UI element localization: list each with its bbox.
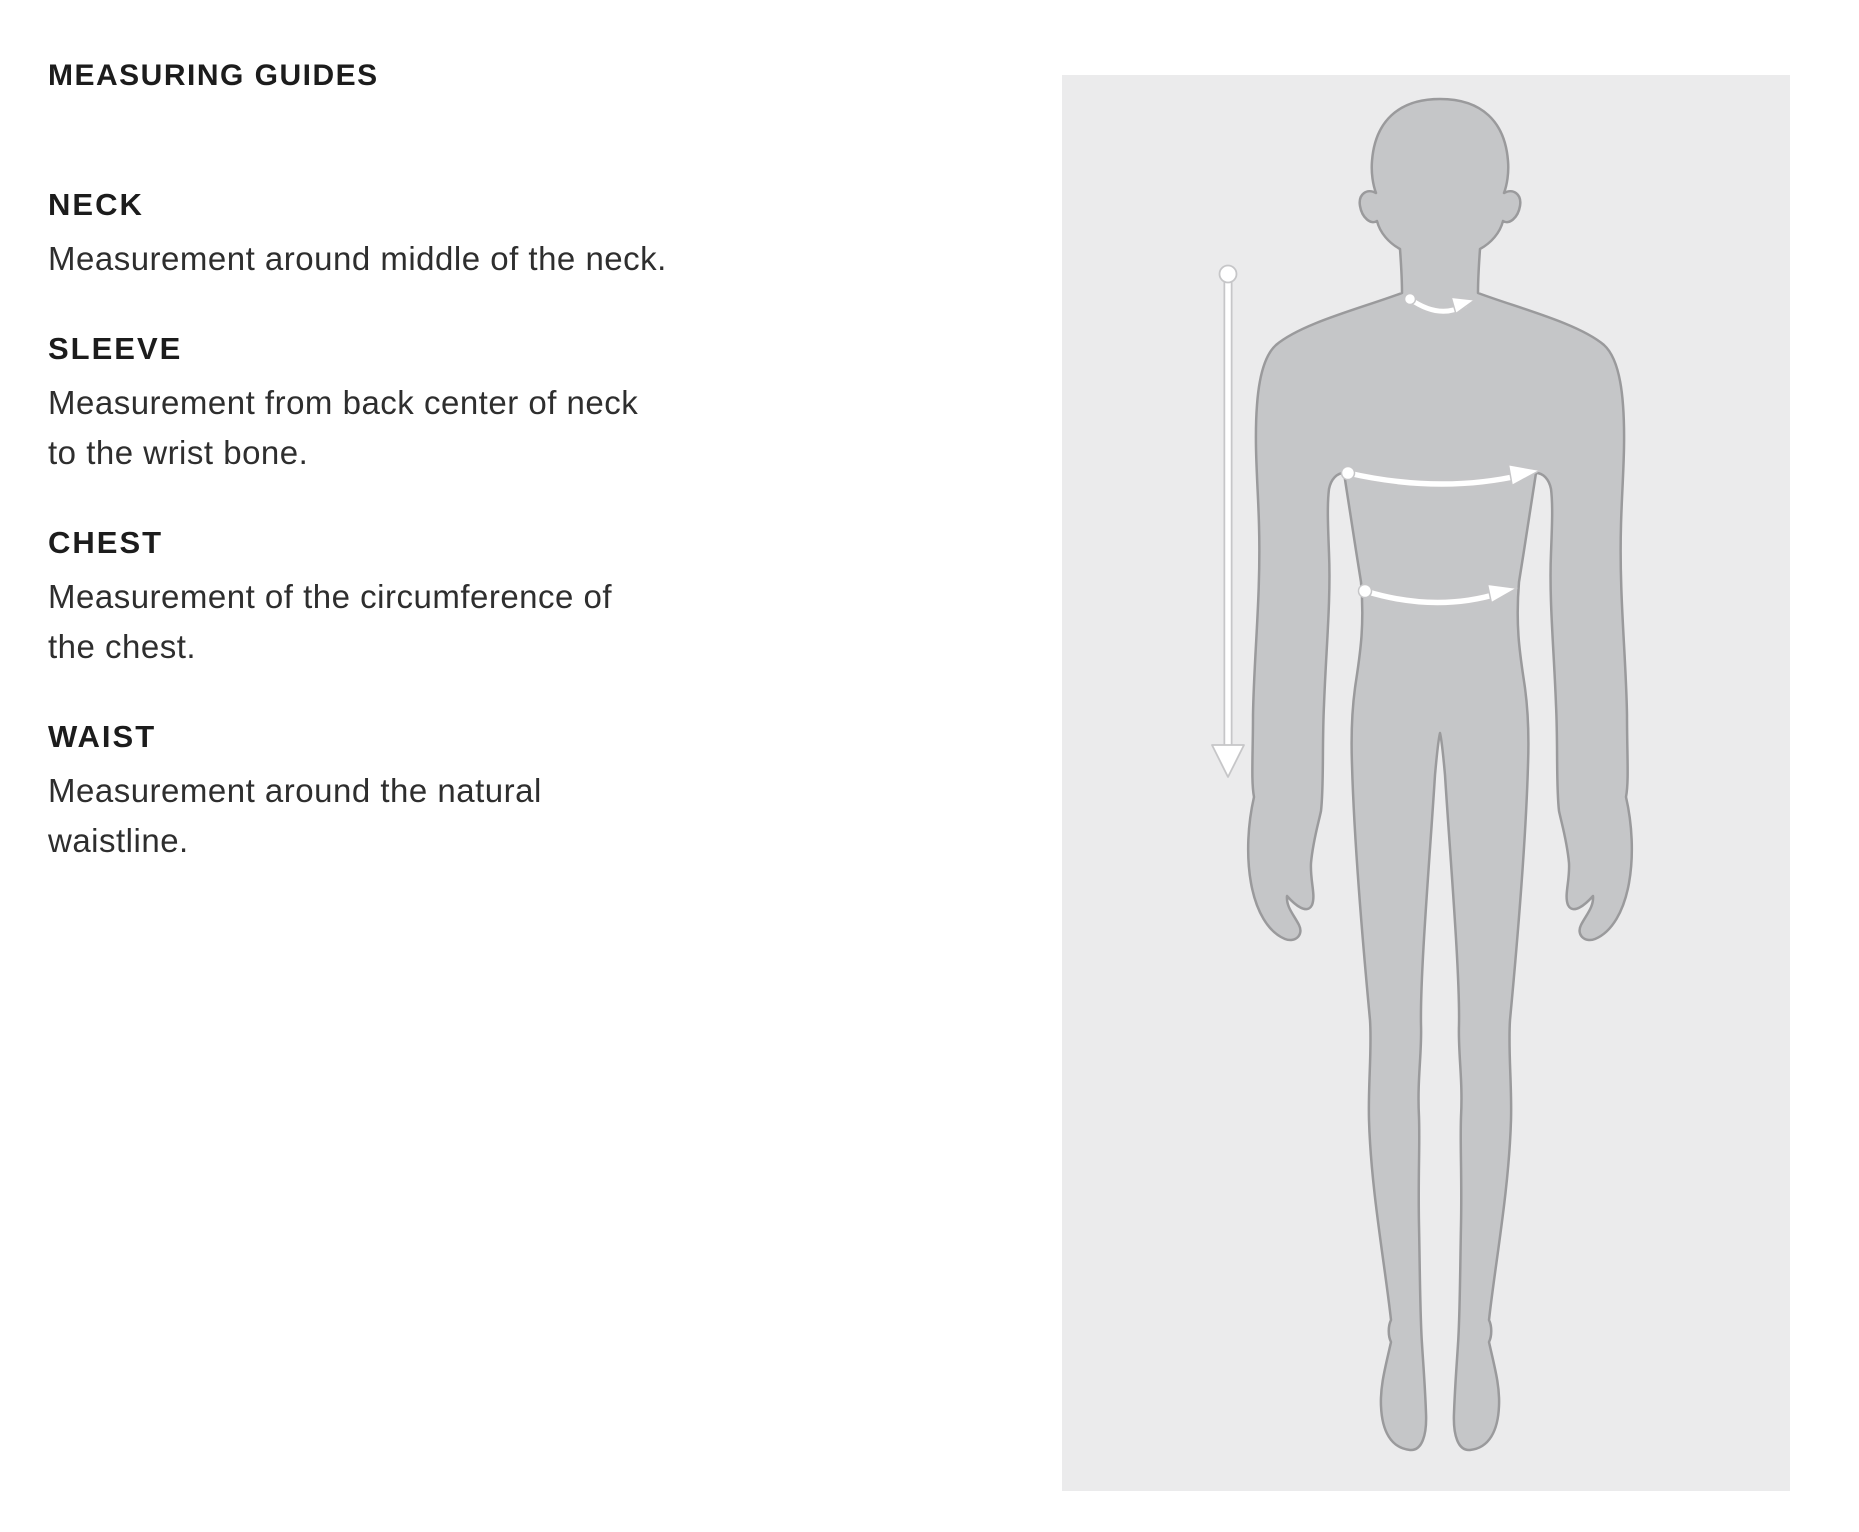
description-line: Measurement around middle of the neck.	[48, 240, 667, 277]
section-heading-chest: CHEST	[48, 525, 164, 560]
section-chest	[48, 524, 878, 672]
section-sleeve	[48, 330, 878, 478]
description-line: to the wrist bone.	[48, 434, 309, 471]
description-line: the chest.	[48, 628, 197, 665]
section-neck	[48, 186, 878, 284]
section-heading-sleeve: SLEEVE	[48, 331, 183, 366]
description-line: Measurement of the circumference of	[48, 578, 613, 615]
body-silhouette-svg	[1062, 75, 1790, 1491]
section-heading-neck: NECK	[48, 187, 144, 222]
section-heading-waist: WAIST	[48, 719, 157, 754]
section-waist	[48, 718, 878, 866]
section-description-chest	[48, 572, 878, 672]
description-line: waistline.	[48, 822, 189, 859]
measuring-guides-text	[48, 58, 878, 912]
section-description-neck	[48, 234, 878, 284]
description-line: Measurement around the natural	[48, 772, 542, 809]
body-diagram-panel	[1062, 75, 1790, 1491]
section-description-sleeve	[48, 378, 878, 478]
description-line: Measurement from back center of neck	[48, 384, 639, 421]
page-title: MEASURING GUIDES	[48, 59, 379, 92]
section-description-waist	[48, 766, 878, 866]
